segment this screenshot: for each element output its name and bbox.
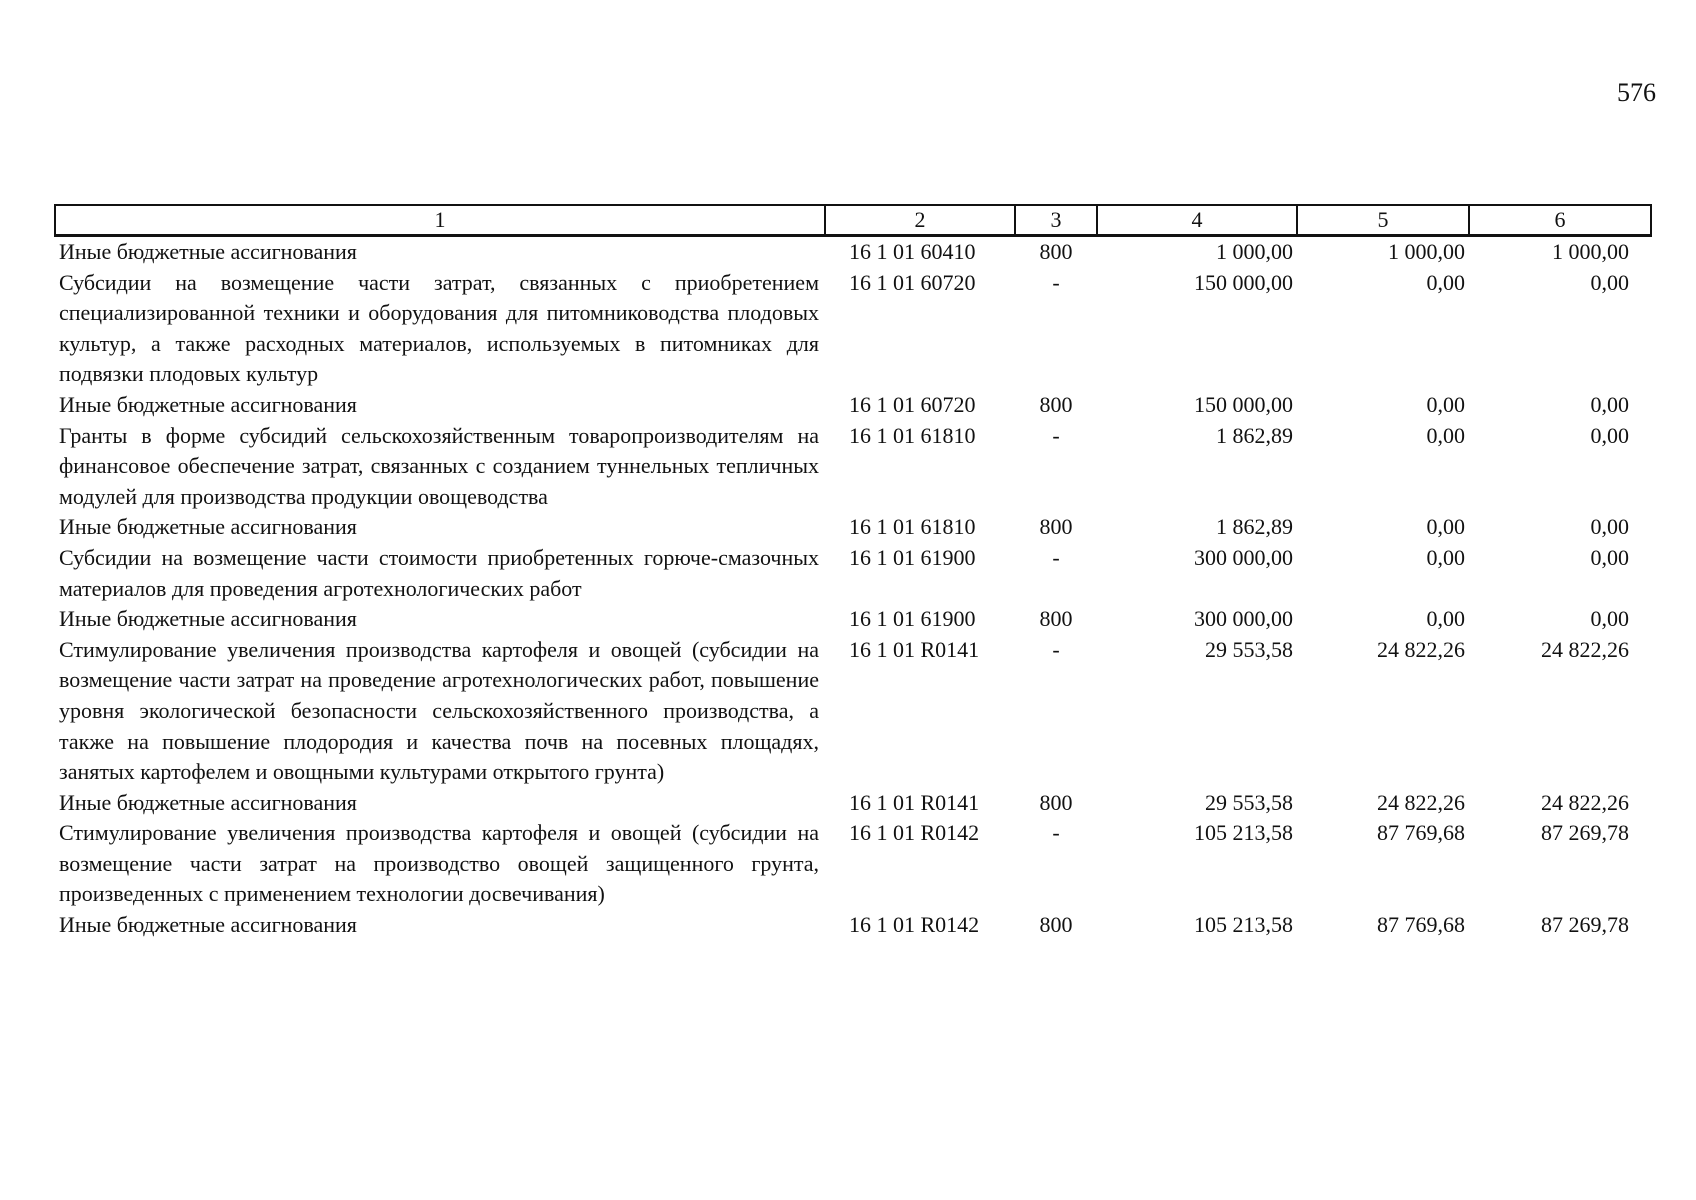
amount-col-4: 300 000,00	[1194, 544, 1293, 570]
expense-type-code: 800	[1039, 239, 1073, 264]
amount-col-5: 87 769,68	[1377, 912, 1465, 938]
budget-code: 16 1 01 R0142	[849, 820, 980, 846]
expense-name: Стимулирование увеличения производства картофеля и овощей (субсидии на возмещение части затрат на производство овощей защищенного грунта, произведенных с применением технологии досвечивания)	[59, 820, 819, 907]
amount-col-6: 0,00	[1590, 606, 1629, 632]
table-row	[55, 512, 1651, 543]
budget-code: 16 1 01 61810	[849, 422, 976, 448]
budget-code: 16 1 01 R0142	[849, 912, 980, 938]
budget-code: 16 1 01 60720	[849, 269, 976, 295]
table-row	[55, 788, 1651, 819]
amount-col-6: 0,00	[1590, 514, 1629, 540]
budget-code: 16 1 01 60410	[849, 239, 976, 264]
table-row	[55, 635, 1651, 788]
amount-col-4: 105 213,58	[1194, 912, 1293, 938]
expense-name: Иные бюджетные ассигнования	[59, 514, 357, 540]
table-row	[55, 604, 1651, 635]
amount-col-5: 87 769,68	[1377, 820, 1465, 846]
expense-type-code: 800	[1039, 789, 1073, 815]
table-row	[55, 818, 1651, 910]
budget-code: 16 1 01 60720	[849, 391, 976, 417]
amount-col-4: 29 553,58	[1205, 789, 1293, 815]
column-number-header-row	[55, 205, 1651, 236]
table-row	[55, 543, 1651, 604]
amount-col-5: 0,00	[1426, 514, 1465, 540]
table-row	[55, 910, 1651, 941]
amount-col-4: 300 000,00	[1194, 606, 1293, 632]
budget-code: 16 1 01 61810	[849, 514, 976, 540]
expense-type-code: 800	[1039, 606, 1073, 632]
expense-type-code: 800	[1039, 391, 1073, 417]
amount-col-4: 1 862,89	[1216, 514, 1293, 540]
table-row	[55, 268, 1651, 390]
expense-type-code: -	[1052, 544, 1060, 570]
expense-name: Стимулирование увеличения производства картофеля и овощей (субсидии на возмещение части затрат на проведение агротехнологических работ, повышение уровня экологической безопасности сельскохозяйственного производства, а также на повышение плодородия и качества почв на посевных площадях, занятых картофелем и овощными культурами открытого грунта)	[59, 636, 819, 785]
budget-code: 16 1 01 R0141	[849, 789, 980, 815]
amount-col-5: 0,00	[1426, 391, 1465, 417]
amount-col-6: 0,00	[1590, 422, 1629, 448]
amount-col-4: 29 553,58	[1205, 636, 1293, 662]
amount-col-4: 1 862,89	[1216, 422, 1293, 448]
column-header-6: 6	[1469, 205, 1651, 236]
expense-name: Иные бюджетные ассигнования	[59, 239, 357, 264]
expense-name: Иные бюджетные ассигнования	[59, 606, 357, 632]
amount-col-5: 0,00	[1426, 422, 1465, 448]
column-header-4: 4	[1097, 205, 1297, 236]
amount-col-5: 0,00	[1426, 606, 1465, 632]
budget-code: 16 1 01 61900	[849, 544, 976, 570]
amount-col-6: 87 269,78	[1541, 912, 1629, 938]
amount-col-5: 1 000,00	[1388, 239, 1465, 264]
column-header-3: 3	[1015, 205, 1097, 236]
amount-col-4: 105 213,58	[1194, 820, 1293, 846]
table-row	[55, 390, 1651, 421]
expense-type-code: -	[1052, 636, 1060, 662]
amount-col-4: 1 000,00	[1216, 239, 1293, 264]
amount-col-6: 1 000,00	[1552, 239, 1629, 264]
column-header-2: 2	[825, 205, 1015, 236]
budget-code: 16 1 01 61900	[849, 606, 976, 632]
amount-col-5: 0,00	[1426, 269, 1465, 295]
amount-col-6: 24 822,26	[1541, 636, 1629, 662]
amount-col-6: 0,00	[1590, 269, 1629, 295]
expense-type-code: -	[1052, 269, 1060, 295]
column-header-5: 5	[1297, 205, 1469, 236]
amount-col-6: 87 269,78	[1541, 820, 1629, 846]
table-row	[55, 236, 1651, 268]
budget-table	[54, 204, 1652, 941]
expense-name: Субсидии на возмещение части стоимости приобретенных горюче-смазочных материалов для проведения агротехнологических работ	[59, 544, 819, 601]
expense-type-code: 800	[1039, 912, 1073, 938]
expense-name: Гранты в форме субсидий сельскохозяйственным товаропроизводителям на финансовое обеспечение затрат, связанных с созданием туннельных тепличных модулей для производства продукции овощеводства	[59, 422, 819, 509]
expense-name: Иные бюджетные ассигнования	[59, 912, 357, 938]
amount-col-5: 0,00	[1426, 544, 1465, 570]
amount-col-5: 24 822,26	[1377, 789, 1465, 815]
table-row	[55, 421, 1651, 513]
amount-col-6: 0,00	[1590, 544, 1629, 570]
amount-col-6: 24 822,26	[1541, 789, 1629, 815]
expense-type-code: -	[1052, 422, 1060, 448]
amount-col-5: 24 822,26	[1377, 636, 1465, 662]
page-number: 576	[1617, 78, 1656, 107]
expense-name: Иные бюджетные ассигнования	[59, 391, 357, 417]
amount-col-6: 0,00	[1590, 391, 1629, 417]
budget-code: 16 1 01 R0141	[849, 636, 980, 662]
column-header-1: 1	[55, 205, 825, 236]
expense-name: Субсидии на возмещение части затрат, связанных с приобретением специализированной техники и оборудования для питомниководства плодовых культур, а также расходных материалов, используемых в питомниках для подвязки плодовых культур	[59, 269, 819, 387]
expense-type-code: 800	[1039, 514, 1073, 540]
amount-col-4: 150 000,00	[1194, 269, 1293, 295]
expense-type-code: -	[1052, 820, 1060, 846]
amount-col-4: 150 000,00	[1194, 391, 1293, 417]
expense-name: Иные бюджетные ассигнования	[59, 789, 357, 815]
